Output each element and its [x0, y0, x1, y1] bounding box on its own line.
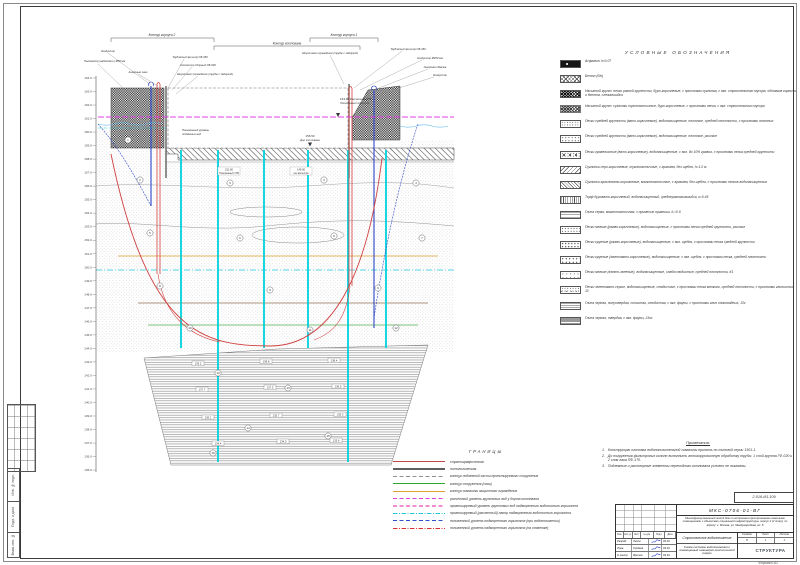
svg-text:163.0: 163.0	[84, 89, 92, 94]
boundary-item-label: контур скважины защитного ограждения	[450, 489, 518, 494]
signature-row	[616, 539, 676, 546]
company-logo-text: СТРУКТУРА	[755, 548, 786, 554]
notes	[602, 440, 794, 470]
legend-swatch-dots1	[560, 120, 581, 128]
sig-cell	[649, 539, 662, 545]
legend-swatch-hlines2	[560, 302, 581, 310]
callout-left: Трубчатый фильтр СВ-450	[172, 56, 208, 59]
svg-text:154.0: 154.0	[84, 211, 92, 216]
svg-text:150.0: 150.0	[84, 265, 92, 270]
system-name: Строительное водопонижение	[677, 533, 737, 544]
note-item	[602, 448, 794, 452]
boundary-line-sample	[393, 491, 445, 492]
svg-text:13: 13	[286, 386, 290, 391]
legend-title: УСЛОВНЫЕ ОБОЗНАЧЕНИЯ	[624, 50, 732, 55]
legend-item-text: Пески зеленовато-серые, водонасыщенные, слюдистые, с прослоями песка мелкого, средней плотности, с прослоями глинистых, J3	[585, 285, 795, 294]
callout-labels	[84, 47, 447, 77]
legend-item	[560, 60, 796, 75]
stamp-cell	[7, 502, 20, 533]
sig-cell	[649, 552, 662, 558]
legend-swatch-dots3	[560, 151, 581, 159]
note-number: 1.	[602, 448, 605, 452]
svg-text:5: 5	[149, 231, 151, 236]
boundary-item	[393, 517, 579, 524]
svg-text:141.0: 141.0	[84, 386, 92, 391]
legend-swatch-diag2	[560, 181, 581, 189]
boundary-item-label: литологическая	[450, 467, 477, 472]
boundary-line-sample	[393, 461, 445, 462]
legend-swatch-hlines1	[560, 211, 581, 219]
note-text: Конструкцию оголовка водопонизительной скважины принять по типовой серии 1301-1.	[607, 448, 757, 452]
sig-cell	[649, 545, 662, 551]
sig-header-col: Кол.уч.	[624, 533, 632, 536]
lowered-label: Пониженный уровень	[182, 129, 209, 132]
legend-item-text: Пески средней крупности (вато-коричневые), водонасыщенные, плотные, рыхлые	[585, 134, 717, 139]
boundary-line-sample	[393, 498, 445, 499]
legend-item	[560, 135, 796, 150]
svg-text:161.0: 161.0	[84, 116, 92, 121]
low2-label: низ фильтра	[293, 172, 309, 175]
legend-item-text: Бетон (б/н)	[585, 74, 604, 79]
elevation-scale	[84, 76, 96, 472]
legend-item-text: Глина серая, мягкопластичная, с примесью органики, IL≈0.6	[585, 209, 681, 214]
boundary-item	[393, 488, 579, 495]
pit-bottom-value: 156.50	[305, 134, 315, 138]
contour-right-label: Контур корпуса 1	[330, 33, 358, 37]
callout-right: Шпунтовое ограждение (трубы с забиркой)	[301, 52, 359, 55]
sig-cell: Ляхов	[632, 539, 649, 545]
legend-swatch-dots8	[560, 286, 581, 294]
note-number: 3.	[602, 464, 605, 469]
embankment-left	[111, 88, 164, 148]
legend-swatch-dots2	[560, 135, 581, 143]
legend-swatch-concrete	[560, 75, 581, 83]
signature-rows	[616, 539, 676, 558]
legend-swatch-dots4	[560, 226, 581, 234]
legend-item-text: Пески гравелистые (вато-коричневые), водонасыщенные, с вкл. до 10% гравия, с прослоями песка средней крупности	[585, 149, 775, 154]
legend-item	[560, 105, 796, 120]
svg-text:15: 15	[326, 434, 330, 439]
boundary-item	[393, 480, 579, 487]
sig-cell: Фролов	[632, 552, 649, 558]
svg-text:136.1: 136.1	[204, 416, 212, 420]
sig-cell: Разраб.	[616, 539, 632, 545]
callout-right: Кондуктор	[433, 74, 447, 77]
svg-text:135.3: 135.3	[336, 413, 344, 417]
boundary-item-label: контур сооружения (сваи)	[450, 481, 492, 486]
boundary-line-sample	[393, 513, 445, 514]
sig-cell: 03.16	[663, 540, 670, 543]
legend-item	[560, 256, 796, 271]
svg-text:143.0: 143.0	[84, 359, 92, 364]
stage-label: Стадия	[738, 533, 757, 538]
sand-lens-2-fill	[252, 227, 344, 243]
sheet-label: Лист	[757, 533, 776, 538]
titleblock-signature-table	[616, 505, 677, 558]
svg-text:164.0: 164.0	[84, 76, 92, 80]
boundary-item-label: пониженный уровень подморенного горизонта (при водопонижении)	[450, 518, 560, 523]
callout-right: Анкерная обвязка	[423, 66, 447, 69]
boundary-line-sample	[393, 528, 445, 529]
sig-cell: Пров.	[616, 545, 632, 551]
sheets-value: 1	[783, 538, 785, 542]
svg-text:3: 3	[229, 181, 231, 186]
svg-text:139.0: 139.0	[84, 414, 92, 418]
callout-left: Коллектор сборный СВ-630	[180, 64, 216, 67]
legend-item-text: Торф буровато-коричневый, водонасыщенный, среднеразложившийся, к≈0.45	[585, 194, 709, 199]
legend-item	[560, 90, 796, 105]
svg-text:152.0: 152.0	[84, 238, 92, 243]
boundary-item	[393, 465, 579, 472]
legend-item-text: Пески мелкие (ржаво-коричневые), водонасыщенные, с прослоями песка средней крупности, рыхлые	[585, 225, 746, 230]
svg-text:148.0: 148.0	[84, 292, 92, 297]
svg-text:139.2: 139.2	[194, 362, 202, 366]
building-outline	[168, 88, 348, 148]
callout-left: Анкерные сваи	[128, 71, 148, 74]
sig-header-col: Лист	[634, 533, 639, 536]
svg-text:136.0: 136.0	[84, 454, 92, 459]
sheets-label: Листов	[779, 533, 789, 537]
boundary-line-sample	[393, 483, 445, 484]
callout-left: Шпунтовое ограждение (трубы с забиркой)	[176, 73, 234, 76]
svg-text:7: 7	[421, 236, 423, 241]
pit-slab	[166, 148, 454, 160]
project-name: Многофункциональный жилой дом со встроенно-пристроенными нежилыми помещениями и объектами социальной инфраструктуры, корпус 2 (2 этап), по адресу: г. Москва, ул. Международная, вл. 8	[677, 516, 793, 533]
legend-item-text: Пески средней крупности (вато-коричневые), водонасыщенные, плотные, средней плотности, с прослоями плотных	[585, 119, 774, 124]
boundary-line-sample	[393, 468, 445, 469]
signature-row	[616, 552, 676, 558]
legend-item	[560, 181, 796, 196]
boundary-item-label: прогнозируемый уровень грунтовых вод надморенного водоносного горизонта	[450, 504, 579, 509]
code-box: 2-016-И1.109	[734, 492, 794, 504]
svg-text:15: 15	[211, 451, 215, 456]
embankment-right	[352, 86, 400, 140]
boundary-line-sample	[393, 520, 445, 521]
sig-cell: Н.контр.	[616, 552, 632, 558]
boundary-item	[393, 458, 579, 465]
stage-value: П	[738, 538, 757, 543]
svg-text:6: 6	[333, 234, 335, 239]
company-logo-icon	[745, 547, 753, 555]
legend-swatch-dots7	[560, 271, 581, 279]
boundaries-legend	[393, 449, 579, 532]
svg-text:138.8: 138.8	[262, 360, 270, 364]
svg-text:153.0: 153.0	[84, 224, 92, 229]
svg-text:1: 1	[127, 138, 129, 143]
svg-text:10: 10	[188, 326, 192, 331]
svg-text:134.4: 134.4	[214, 442, 222, 446]
svg-text:156.0: 156.0	[84, 184, 92, 189]
cross-section-drawing	[78, 28, 458, 474]
stamp-cell	[7, 468, 20, 502]
clay-layer	[144, 345, 428, 465]
contour-brackets	[111, 38, 378, 50]
callout-left: Пьезометр (наблюдат.) Ø50 мм	[84, 60, 126, 63]
stamp-label: Инв. № подл.	[11, 474, 16, 496]
svg-text:155.0: 155.0	[84, 197, 92, 202]
ugv-sub-label: Техногенный горизонт	[340, 102, 370, 105]
svg-text:135.0: 135.0	[84, 468, 92, 473]
legend-swatch-peat	[560, 196, 581, 204]
legend-swatch-dots5	[560, 241, 581, 249]
svg-text:159.0: 159.0	[84, 143, 92, 148]
title-block	[615, 504, 794, 559]
stamp-cell	[7, 533, 20, 558]
svg-text:6: 6	[239, 236, 241, 241]
low1-value: 151.60	[225, 168, 233, 172]
low1-label: Пониженный УГВ	[219, 172, 239, 175]
svg-text:133.6: 133.6	[332, 439, 340, 443]
svg-text:136.9: 136.9	[334, 385, 342, 389]
svg-text:134.0: 134.0	[279, 440, 287, 444]
svg-text:9: 9	[269, 288, 271, 293]
svg-text:138.4: 138.4	[330, 359, 338, 363]
svg-text:145.0: 145.0	[84, 332, 92, 337]
note-text: Подземные и растворные элементы переходного котлована условно не показаны.	[607, 464, 747, 469]
legend-item-text: Суглинки красновато-коричневые, мягкопластичные, с гравием, без щебня, с прослоями песков водонасыщенных	[585, 179, 768, 184]
legend-item-text: Суглинки серо-коричневые, тугопластичные, с гравием, без щебня, h≈1.0 м	[585, 164, 707, 169]
stage-sheet-table	[738, 533, 793, 544]
legend-item-text: Асфальт h=0.07	[585, 59, 612, 63]
svg-text:137.0: 137.0	[84, 441, 92, 446]
svg-text:144.0: 144.0	[84, 346, 92, 351]
legend-items	[560, 60, 796, 332]
sheet-value: 1	[757, 538, 776, 543]
legend-item	[560, 166, 796, 181]
boundary-item-label: прогнозируемый (расчетный) напор надморенного водоносного горизонта	[450, 511, 571, 516]
low2-value: 149.00	[297, 168, 305, 172]
lowered-sub-label: подземных вод	[182, 133, 201, 136]
boundary-item	[393, 495, 579, 502]
svg-text:8: 8	[159, 284, 161, 289]
sig-cell: 03.16	[663, 546, 670, 550]
sig-header-col: Дата	[665, 532, 676, 537]
legend-item-text: Насыпной грунт: суглинки тугопластичные, буро-коричневые, с прослоями песка, с вкл. строительного мусора	[585, 104, 765, 109]
sig-cell: 03.16	[663, 553, 670, 557]
svg-text:151.0: 151.0	[84, 251, 92, 256]
format-label: Формат А1	[758, 561, 778, 565]
boundary-item-label: пониженный уровень надморенного горизонта (на отметке)	[450, 526, 549, 531]
svg-text:138.0: 138.0	[84, 427, 92, 432]
boundary-item-label: расчетный уровень грунтовых вод у борта котлована	[450, 496, 539, 501]
svg-text:160.0: 160.0	[84, 130, 92, 135]
note-number: 2.	[602, 453, 605, 458]
svg-text:12: 12	[394, 326, 398, 331]
notes-title: Примечания:	[685, 440, 711, 445]
legend-swatch-dots6	[560, 256, 581, 264]
svg-text:140.0: 140.0	[84, 400, 92, 405]
note-item	[602, 464, 794, 468]
boundary-item-label: стратиграфическая	[450, 459, 484, 464]
sig-cell: Гордеев	[632, 545, 649, 551]
svg-text:162.0: 162.0	[84, 103, 92, 108]
legend-item	[560, 241, 796, 256]
svg-text:142.0: 142.0	[84, 373, 92, 378]
svg-text:4: 4	[415, 181, 417, 186]
callout-right: Трубчатый фильтр СВ-450	[390, 48, 426, 51]
pit-bottom-label: Дно котлована	[300, 139, 320, 142]
legend-item	[560, 120, 796, 135]
contour-center-label: Контур котлована	[272, 41, 302, 46]
boundary-line-sample	[393, 505, 445, 506]
svg-text:2: 2	[139, 178, 141, 183]
svg-text:158.0: 158.0	[84, 157, 92, 162]
legend-item	[560, 211, 796, 226]
note-item	[602, 454, 794, 463]
contour-left-label: Контур корпуса 2	[148, 33, 176, 37]
legend-item	[560, 302, 796, 317]
legend-item-text: Пески крупные (желтовато-коричневые), водонасыщенные, с вкл. щебня, с прослоями песка, средней плотности	[585, 255, 767, 260]
callout-right: Кондуктор Ø450 мм	[417, 57, 443, 60]
callout-leaders	[98, 51, 434, 94]
boundaries-title: ГРАНИЦЫ	[468, 449, 504, 454]
stamp-label: Взам. инв. №	[11, 534, 16, 556]
sheet-title: Схема системы водопонижения и совмещенный инженерно-геологический разрез	[679, 544, 735, 556]
svg-text:137.3: 137.3	[266, 386, 274, 390]
legend-item-text: Пески мелкие (желто-зеленые), водонасыщенные, слабослюдистые, средней плотности, К1	[585, 270, 734, 275]
legend-item	[560, 226, 796, 241]
svg-text:149.0: 149.0	[84, 278, 92, 283]
sig-header-col: Подп.	[654, 532, 665, 537]
boundaries-items	[393, 458, 579, 532]
company-logo	[738, 544, 793, 559]
boundary-line-sample	[393, 476, 445, 477]
sand-lens-1-fill	[230, 207, 302, 217]
legend-item	[560, 196, 796, 211]
stamp-label: Подп. и дата	[11, 507, 16, 527]
svg-text:13: 13	[216, 371, 220, 376]
svg-text:157.0: 157.0	[84, 170, 92, 175]
boundary-item-label: контур подземной части проектируемого сооружения	[450, 474, 539, 479]
approval-grid	[7, 404, 36, 472]
legend-swatch-fill1	[560, 90, 581, 98]
signature-row	[616, 545, 676, 552]
legend-swatch-asphalt	[560, 60, 581, 68]
boundary-item	[393, 502, 579, 509]
sig-header-col: Изм.	[616, 532, 624, 537]
legend-item-text: Глина черная, твердая, с вкл. фауны, J3ox	[585, 315, 653, 320]
svg-text:137.7: 137.7	[198, 388, 206, 392]
legend-item	[560, 286, 796, 301]
legend-item	[560, 151, 796, 166]
svg-text:3: 3	[323, 178, 325, 183]
legend-item	[560, 317, 796, 332]
legend-swatch-fill2	[560, 105, 581, 113]
doc-number: МКС-0706-01-ВГ	[677, 505, 793, 516]
svg-text:9: 9	[377, 286, 379, 291]
ugv-label: 163.60 Расчетный УГВ	[340, 97, 372, 101]
legend-item-text: Насыпной грунт: пески разной крупности, буро-коричневые, с прослоями суглинка, с вкл. строительного мусора, обломков кирпича и бетона, слежавшийся	[585, 89, 796, 98]
legend	[560, 50, 796, 332]
legend-item	[560, 75, 796, 90]
boundary-item	[393, 525, 579, 532]
svg-text:11: 11	[308, 328, 312, 333]
legend-swatch-hlines3	[560, 317, 581, 325]
svg-text:135.7: 135.7	[272, 414, 280, 418]
natural-gwl-right	[400, 125, 448, 127]
note-text: До погружения фильтровых колонн выполнить антикоррозионную обработку трубы: 1 слой грунта ГФ-020 и 2 слоя лака ПФ-170.	[607, 453, 793, 463]
legend-item-text: Пески крупные (ржаво-коричневые), водонасыщенные, с вкл. щебня, с прослоями песка средней крупности	[585, 240, 755, 245]
svg-text:14: 14	[246, 426, 250, 431]
legend-swatch-diag1	[560, 166, 581, 174]
legend-item-text: Глина черная, полутвердая, слоистая, слюдистая, с вкл. фауны, с прослоями глин опоковидных, J3v	[585, 300, 746, 305]
callout-left: Кондуктор	[101, 50, 115, 53]
notes-items	[602, 448, 794, 469]
revision-table	[616, 505, 676, 532]
boundary-item	[393, 510, 579, 517]
legend-item	[560, 271, 796, 286]
sig-header-col: № док.	[641, 532, 654, 537]
svg-text:146.0: 146.0	[84, 319, 92, 324]
svg-text:147.0: 147.0	[84, 305, 92, 310]
left-stamp	[7, 468, 20, 558]
boundary-item	[393, 473, 579, 480]
